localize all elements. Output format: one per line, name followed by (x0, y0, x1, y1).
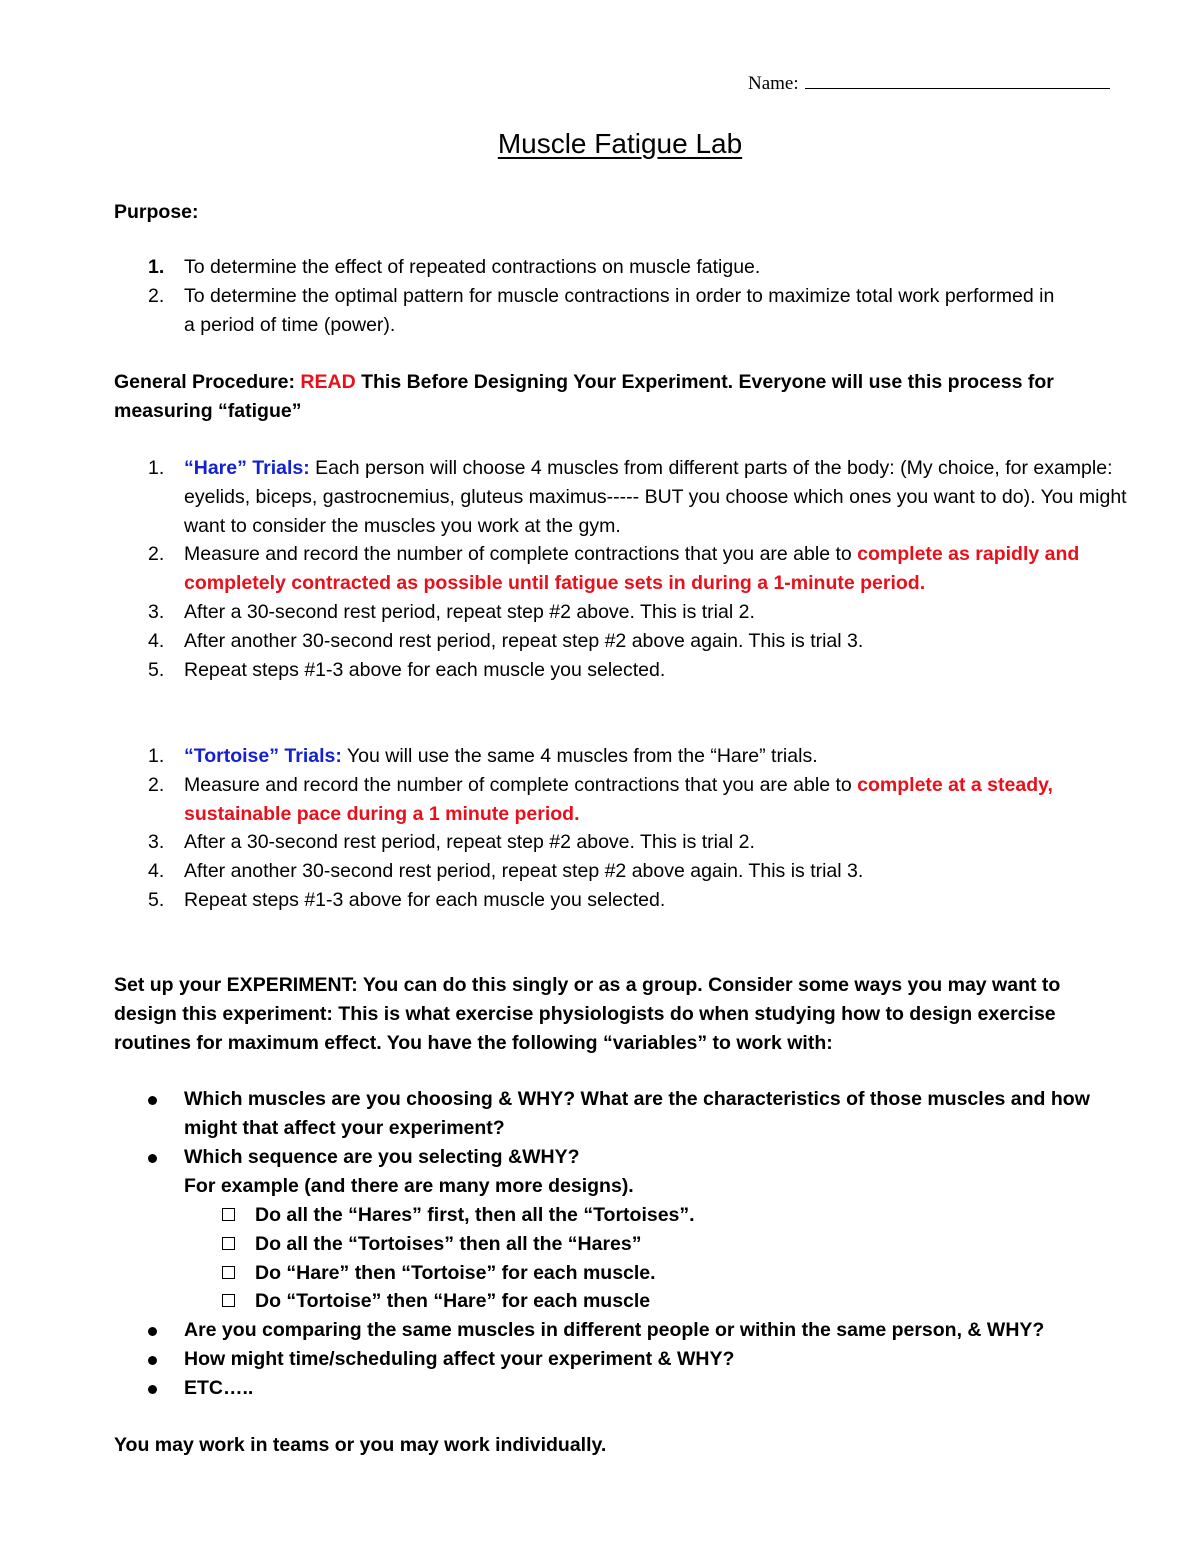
item-number: 1. (148, 457, 165, 479)
bullet-text: Are you comparing the same muscles in different people or within the same person, & WHY? (184, 1319, 1045, 1341)
emphasis-text: complete at a steady, sustainable pace during a 1 minute period. (184, 774, 1053, 825)
hare-trials-label: “Hare” Trials: (184, 457, 310, 479)
name-label: Name: (748, 73, 799, 94)
tortoise-trials-label: “Tortoise” Trials: (184, 745, 342, 767)
item-text: Repeat steps #1-3 above for each muscle you selected. (184, 889, 666, 911)
bullet-icon (148, 1327, 157, 1336)
bullet-text: Which muscles are you choosing & WHY? What are the characteristics of those muscles and how might that affect your experiment? (184, 1088, 1090, 1139)
item-text: After a 30-second rest period, repeat step #2 above. This is trial 2. (184, 601, 755, 623)
option-text: Do “Hare” then “Tortoise” for each muscle. (255, 1262, 656, 1284)
item-text: To determine the effect of repeated contractions on muscle fatigue. (184, 256, 761, 278)
item-number: 3. (148, 831, 165, 853)
item-number: 4. (148, 630, 165, 652)
experiment-intro: Set up your EXPERIMENT: You can do this singly or as a group. Consider some ways you may want to design this experiment: This is what exercise physiologists do when studying how to design exercise routines for maximum effect. You have the following “variables” to work with: (114, 974, 1061, 1054)
name-blank-line[interactable] (805, 72, 1110, 89)
item-number: 2. (148, 285, 165, 307)
checkbox-icon[interactable] (222, 1266, 235, 1279)
procedure-heading-rest: This Before Designing Your Experiment. Everyone will use this process for measuring “fatigue” (114, 371, 1054, 422)
bullet-icon (148, 1356, 157, 1365)
item-text: “Hare” Trials: Each person will choose 4 muscles from different parts of the body: (My choice, for example: eyelids, biceps, gastrocnemius, gluteus maximus----- BUT you choose which ones you want to do). You might want to consider the muscles you work at the gym. (184, 457, 1127, 537)
item-number: 1. (148, 745, 165, 767)
option-text: Do all the “Tortoises” then all the “Hares” (255, 1233, 642, 1255)
bullet-icon (148, 1385, 157, 1394)
procedure-heading-read: READ (300, 371, 356, 393)
bullet-text: How might time/scheduling affect your experiment & WHY? (184, 1348, 735, 1370)
item-text: To determine the optimal pattern for muscle contractions in order to maximize total work performed in a period of time (power). (184, 285, 1055, 336)
procedure-heading-text: General Procedure: (114, 371, 301, 393)
page-title: Muscle Fatigue Lab (497, 128, 743, 159)
emphasis-text: complete as rapidly and completely contracted as possible until fatigue sets in during a 1-minute period. (184, 543, 1080, 594)
item-text: Measure and record the number of complete contractions that you are able to complete at a steady, sustainable pace during a 1 minute period. (184, 774, 1053, 825)
bullet-text: ETC….. (184, 1377, 254, 1399)
item-number: 5. (148, 659, 165, 681)
name-field (748, 72, 1110, 95)
item-number: 3. (148, 601, 165, 623)
item-text: After a 30-second rest period, repeat step #2 above. This is trial 2. (184, 831, 755, 853)
item-number: 1. (148, 256, 165, 278)
bullet-text: Which sequence are you selecting &WHY? (184, 1146, 580, 1168)
item-text: Measure and record the number of complete contractions that you are able to complete as rapidly and completely contracted as possible until fatigue sets in during a 1-minute period. (184, 543, 1080, 594)
item-number: 5. (148, 889, 165, 911)
closing-note: You may work in teams or you may work individually. (114, 1434, 607, 1456)
item-number: 4. (148, 860, 165, 882)
bullet-icon (148, 1154, 157, 1163)
procedure-heading (114, 368, 1114, 426)
item-text: Repeat steps #1-3 above for each muscle you selected. (184, 659, 666, 681)
sequence-example: For example (and there are many more designs). (184, 1175, 634, 1197)
checkbox-icon[interactable] (222, 1237, 235, 1250)
purpose-heading: Purpose: (114, 201, 199, 223)
item-number: 2. (148, 774, 165, 796)
checkbox-icon[interactable] (222, 1208, 235, 1221)
item-text: After another 30-second rest period, repeat step #2 above again. This is trial 3. (184, 630, 864, 652)
bullet-icon (148, 1096, 157, 1105)
option-text: Do all the “Hares” first, then all the “Tortoises”. (255, 1204, 695, 1226)
item-text: After another 30-second rest period, repeat step #2 above again. This is trial 3. (184, 860, 864, 882)
option-text: Do “Tortoise” then “Hare” for each muscle (255, 1290, 651, 1312)
checkbox-icon[interactable] (222, 1294, 235, 1307)
item-number: 2. (148, 543, 165, 565)
item-text: “Tortoise” Trials: You will use the same 4 muscles from the “Hare” trials. (184, 745, 818, 767)
